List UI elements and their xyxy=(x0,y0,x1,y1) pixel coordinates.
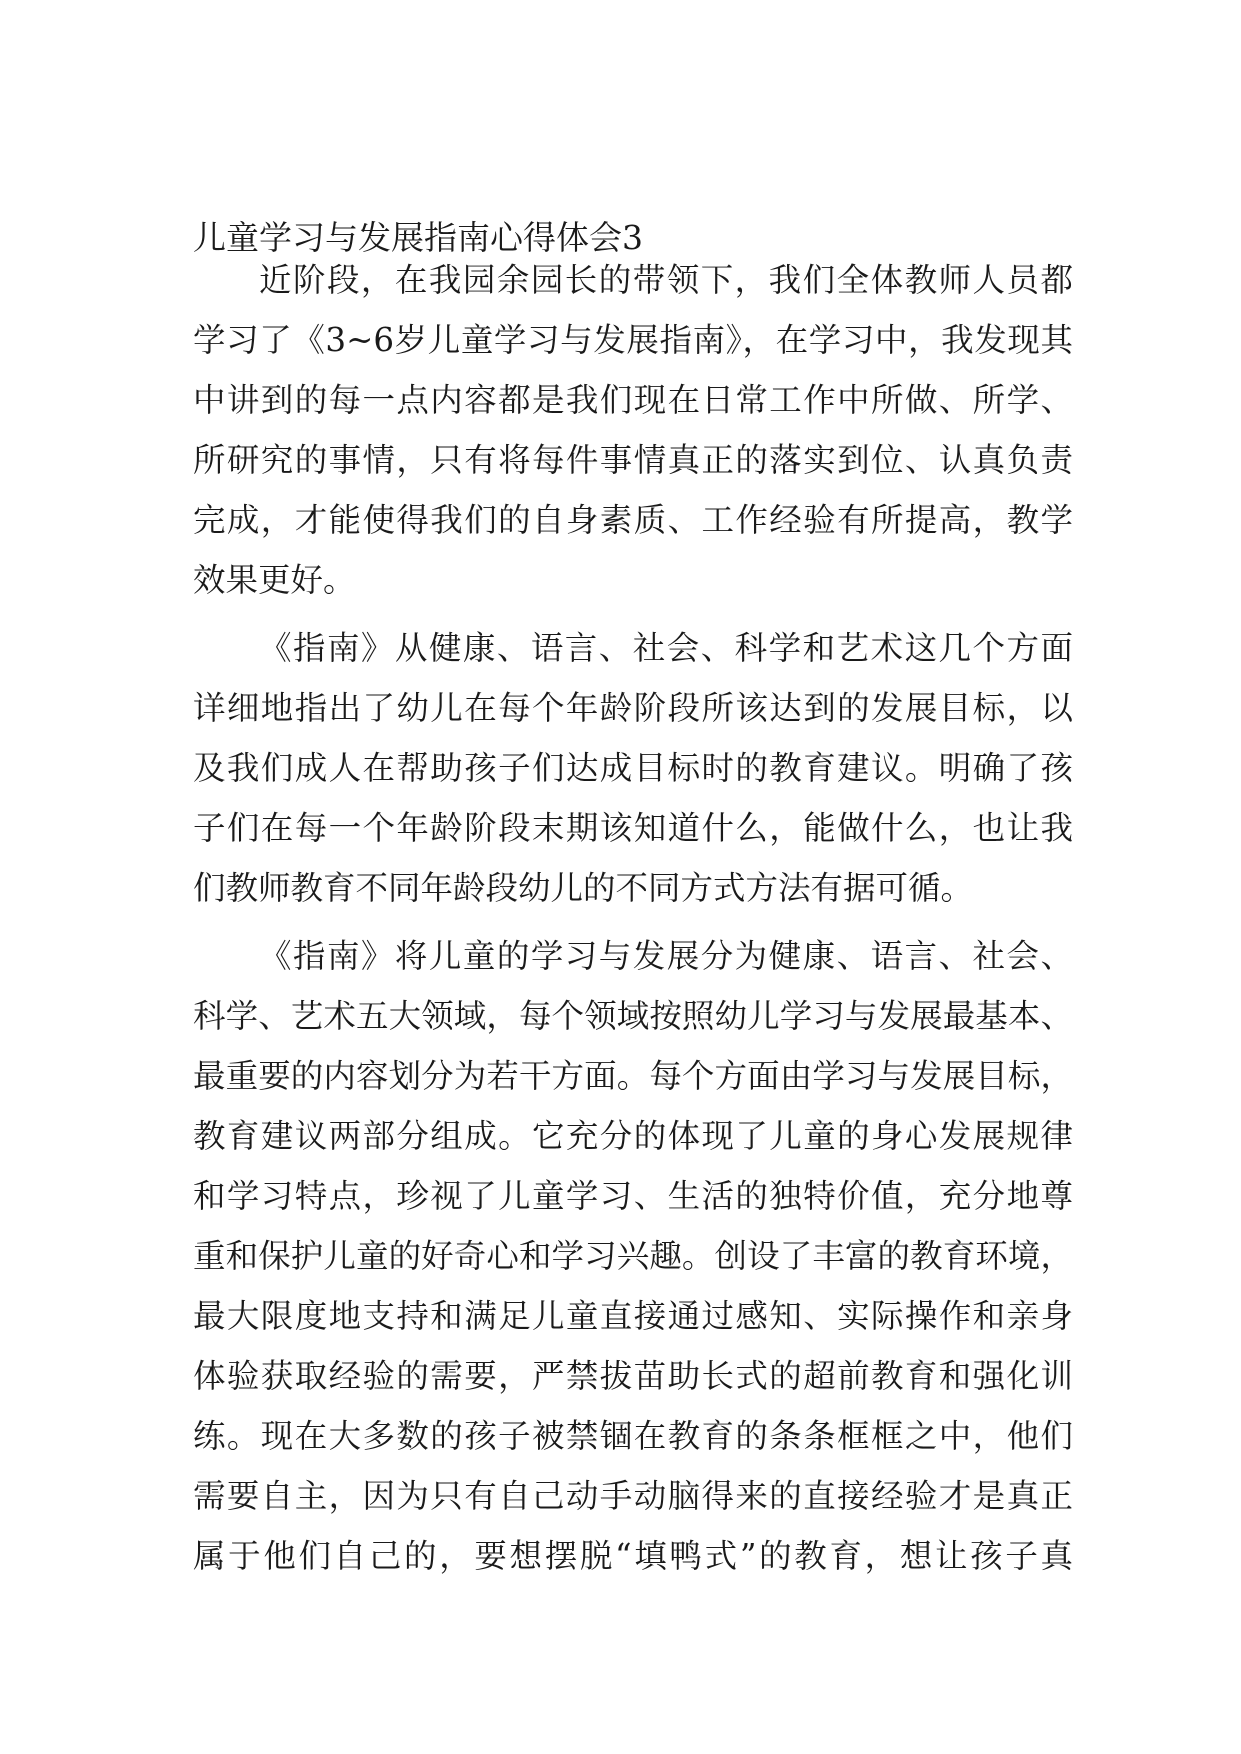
paragraph-line: 中讲到的每一点内容都是我们现在日常工作中所做、所学、 xyxy=(193,381,1073,419)
paragraph-line: 体验获取经验的需要，严禁拔苗助长式的超前教育和强化训 xyxy=(193,1357,1073,1395)
paragraph-line: 重和保护儿童的好奇心和学习兴趣。创设了丰富的教育环境， xyxy=(193,1237,1073,1275)
paragraph-line: 完成，才能使得我们的自身素质、工作经验有所提高，教学 xyxy=(193,501,1073,539)
paragraph-line: 效果更好。 xyxy=(193,561,356,599)
paragraph-line: 及我们成人在帮助孩子们达成目标时的教育建议。明确了孩 xyxy=(193,749,1073,787)
paragraph-line: 练。现在大多数的孩子被禁锢在教育的条条框框之中，他们 xyxy=(193,1417,1073,1455)
paragraph-line: 所研究的事情，只有将每件事情真正的落实到位、认真负责 xyxy=(193,441,1073,479)
paragraph-line: 科学、艺术五大领域，每个领域按照幼儿学习与发展最基本、 xyxy=(193,997,1073,1035)
paragraph-line: 详细地指出了幼儿在每个年龄阶段所该达到的发展目标，以 xyxy=(193,689,1073,727)
paragraph-line: 们教师教育不同年龄段幼儿的不同方式方法有据可循。 xyxy=(193,869,974,907)
paragraph-line: 和学习特点，珍视了儿童学习、生活的独特价值，充分地尊 xyxy=(193,1177,1073,1215)
paragraph-3 xyxy=(193,926,1073,1586)
paragraph-2 xyxy=(193,618,1073,918)
paragraph-line: 需要自主，因为只有自己动手动脑得来的直接经验才是真正 xyxy=(193,1477,1073,1515)
paragraph-line: 《指南》将儿童的学习与发展分为健康、语言、社会、 xyxy=(259,937,1073,975)
document-title: 儿童学习与发展指南心得体会3 xyxy=(193,218,643,257)
paragraph-line: 属于他们自己的，要想摆脱“填鸭式”的教育，想让孩子真 xyxy=(193,1537,1073,1575)
paragraph-line: 近阶段，在我园余园长的带领下，我们全体教师人员都 xyxy=(259,261,1073,299)
paragraph-line: 子们在每一个年龄阶段末期该知道什么，能做什么，也让我 xyxy=(193,809,1073,847)
paragraph-line: 教育建议两部分组成。它充分的体现了儿童的身心发展规律 xyxy=(193,1117,1073,1155)
paragraph-line: 最重要的内容划分为若干方面。每个方面由学习与发展目标， xyxy=(193,1057,1073,1095)
paragraph-line: 《指南》从健康、语言、社会、科学和艺术这几个方面 xyxy=(259,629,1073,667)
paragraph-line: 最大限度地支持和满足儿童直接通过感知、实际操作和亲身 xyxy=(193,1297,1073,1335)
paragraph-1 xyxy=(193,250,1073,610)
paragraph-line: 学习了《3~6岁儿童学习与发展指南》，在学习中，我发现其 xyxy=(193,321,1073,359)
